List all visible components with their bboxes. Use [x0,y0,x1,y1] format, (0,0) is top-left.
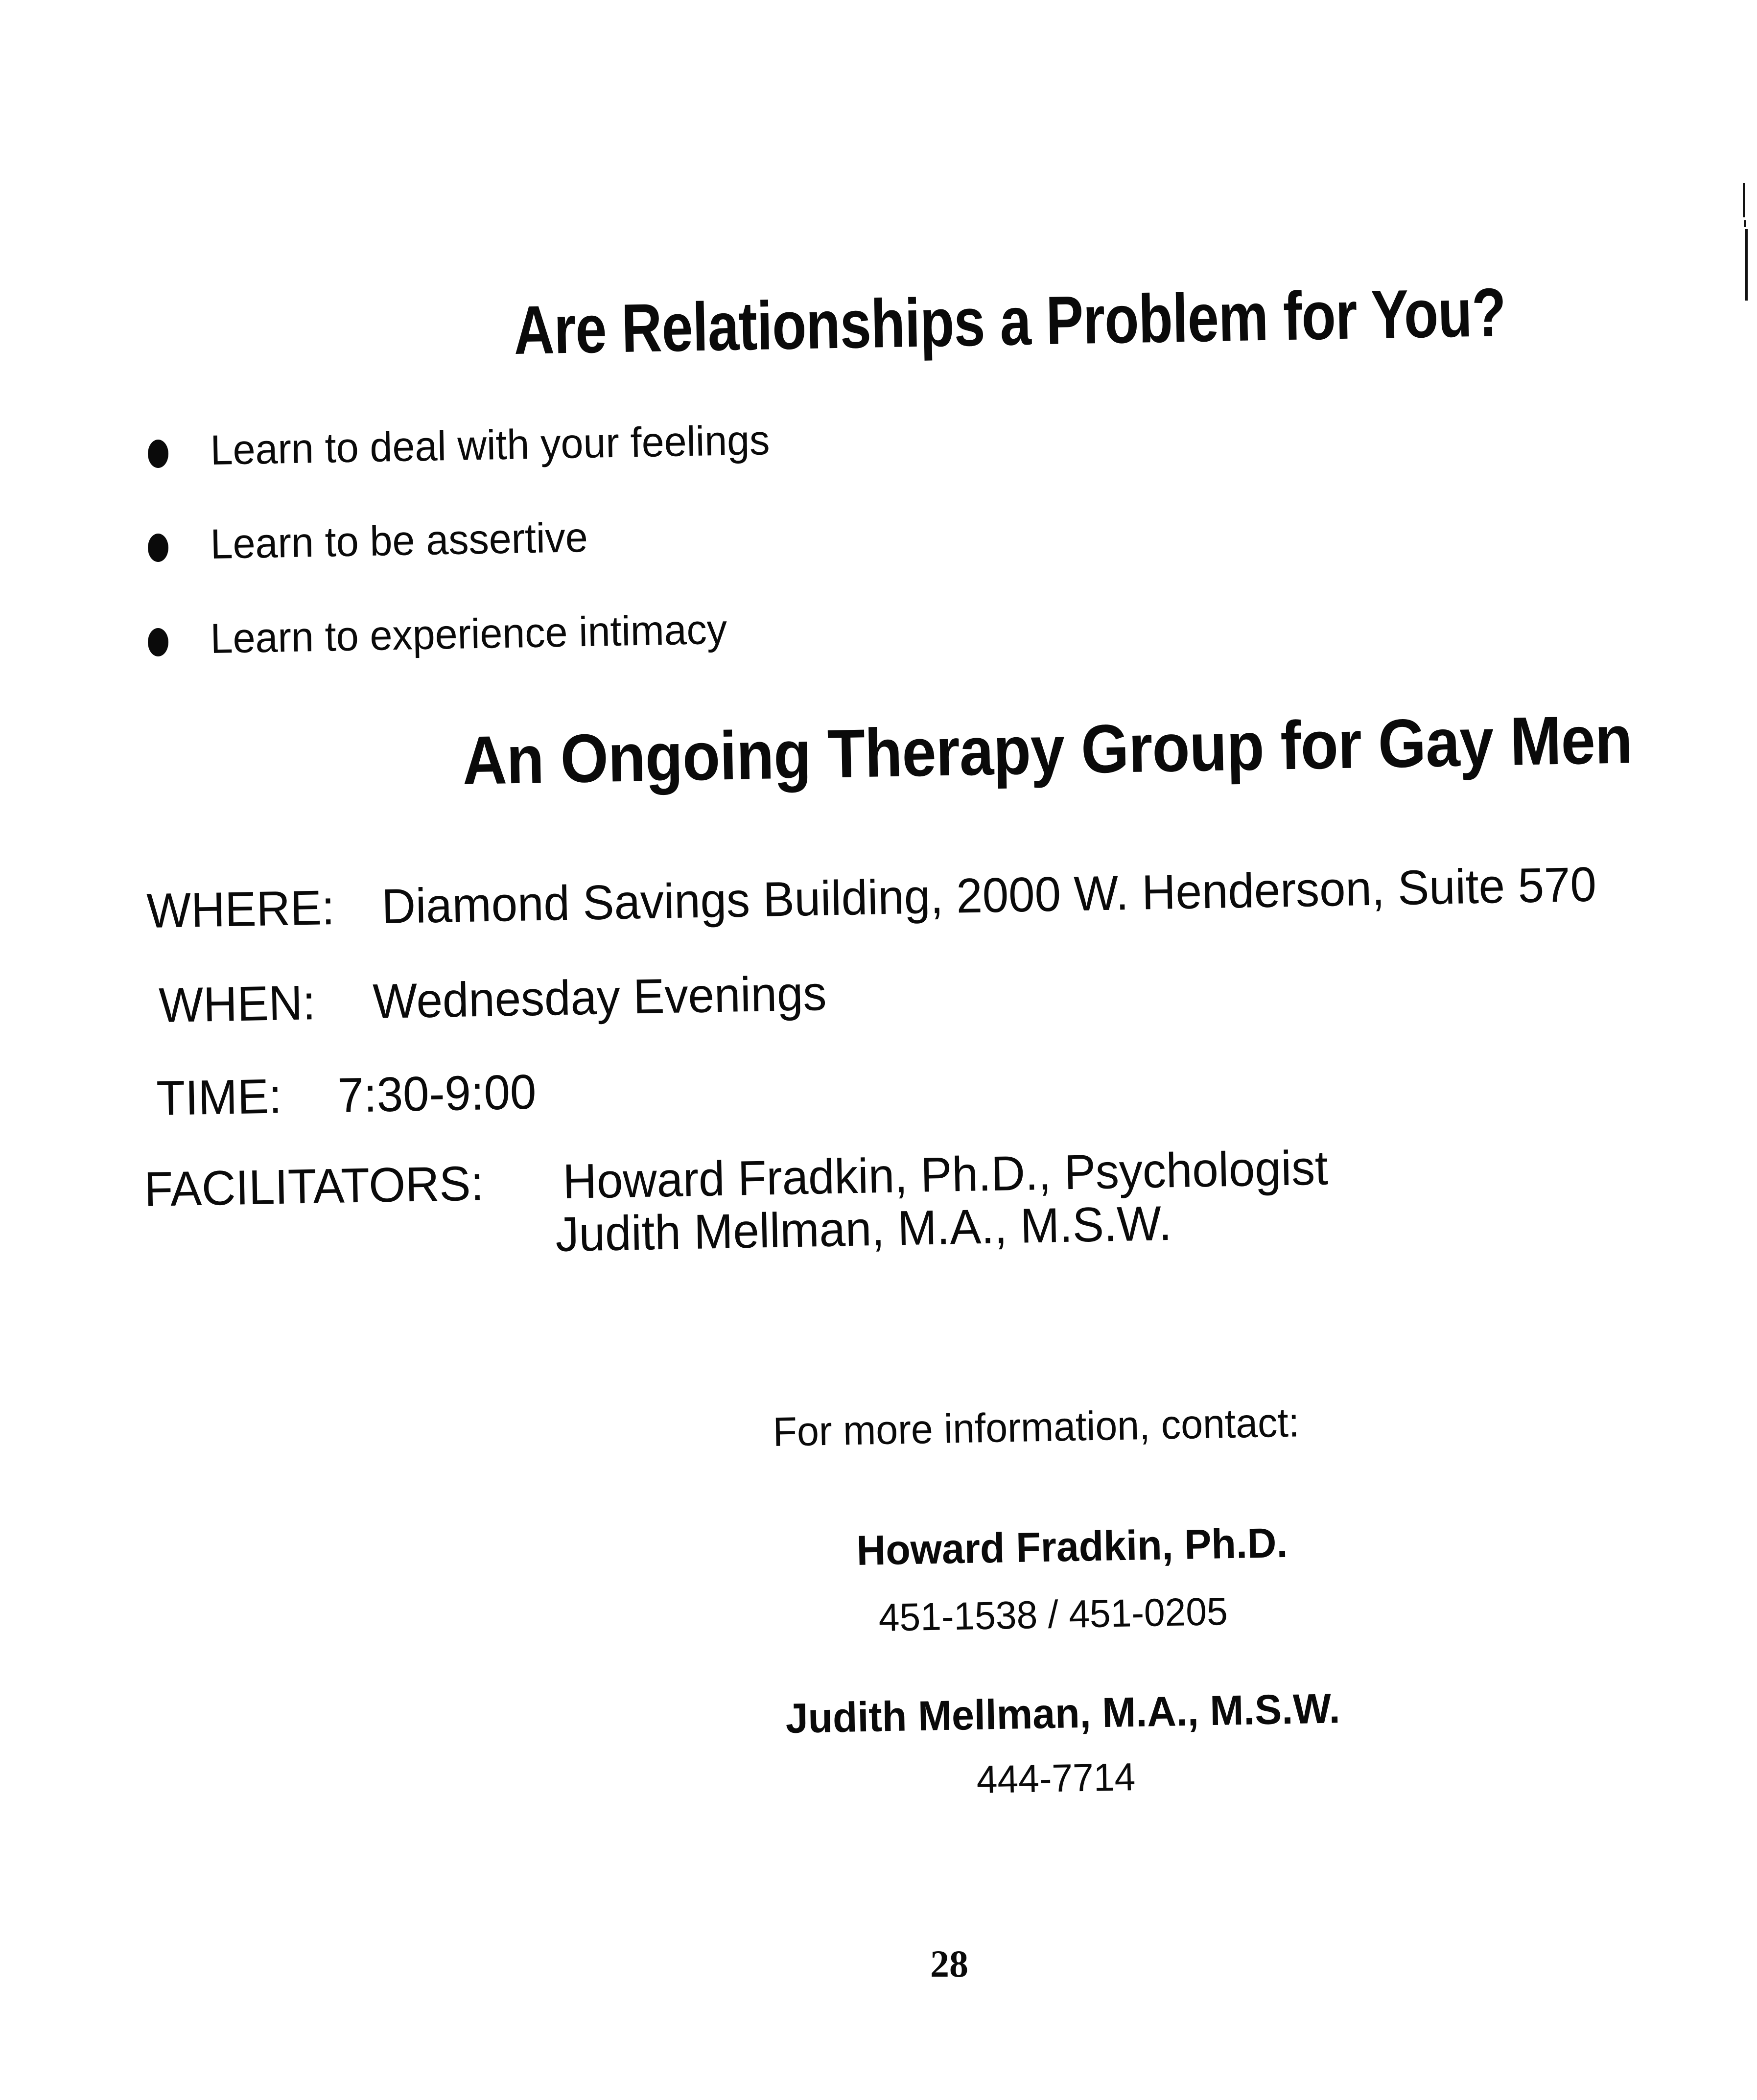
where-label: WHERE: [146,880,335,938]
bullet-item-text: Learn to experience intimacy [210,606,727,662]
facilitators-label: FACILITATORS: [143,1156,485,1217]
time-value: 7:30-9:00 [337,1064,537,1123]
bullet-dot-icon [148,628,168,656]
contact-name-judith: Judith Mellman, M.A., M.S.W. [785,1685,1341,1742]
where-value: Diamond Savings Building, 2000 W. Henderson, Suite 570 [381,857,1597,934]
bullet-item [210,608,749,660]
bullet-item [210,417,794,474]
facilitators-value-line1: Howard Fradkin, Ph.D., Psychologist [562,1140,1329,1209]
contact-phone-howard: 451-1538 / 451-0205 [878,1589,1228,1639]
bullet-item-text: Learn to be assertive [210,513,588,568]
contact-name-howard: Howard Fradkin, Ph.D. [856,1519,1288,1574]
scan-edge-artifact-segment [1744,220,1746,227]
section-subtitle-text: An Ongoing Therapy Group for Gay Men [462,700,1633,799]
when-value: Wednesday Evenings [372,966,827,1029]
contact-heading: For more information, contact: [772,1399,1300,1455]
when-label: WHEN: [158,975,316,1033]
bullet-dot-icon [148,534,168,562]
facilitators-value-line2: Judith Mellman, M.A., M.S.W. [555,1195,1172,1262]
bullet-dot-icon [148,440,168,468]
scan-edge-artifact-segment [1745,229,1748,301]
page-number: 28 [930,1942,968,1985]
page-title-text: Are Relationships a Problem for You? [513,273,1507,369]
page-title [513,273,1724,369]
scan-edge-artifact-segment [1743,183,1745,217]
bullet-item [210,513,604,568]
section-subtitle [462,700,1757,799]
time-label: TIME: [156,1069,282,1126]
contact-phone-judith: 444-7714 [976,1755,1136,1801]
bullet-item-text: Learn to deal with your feelings [210,417,771,474]
